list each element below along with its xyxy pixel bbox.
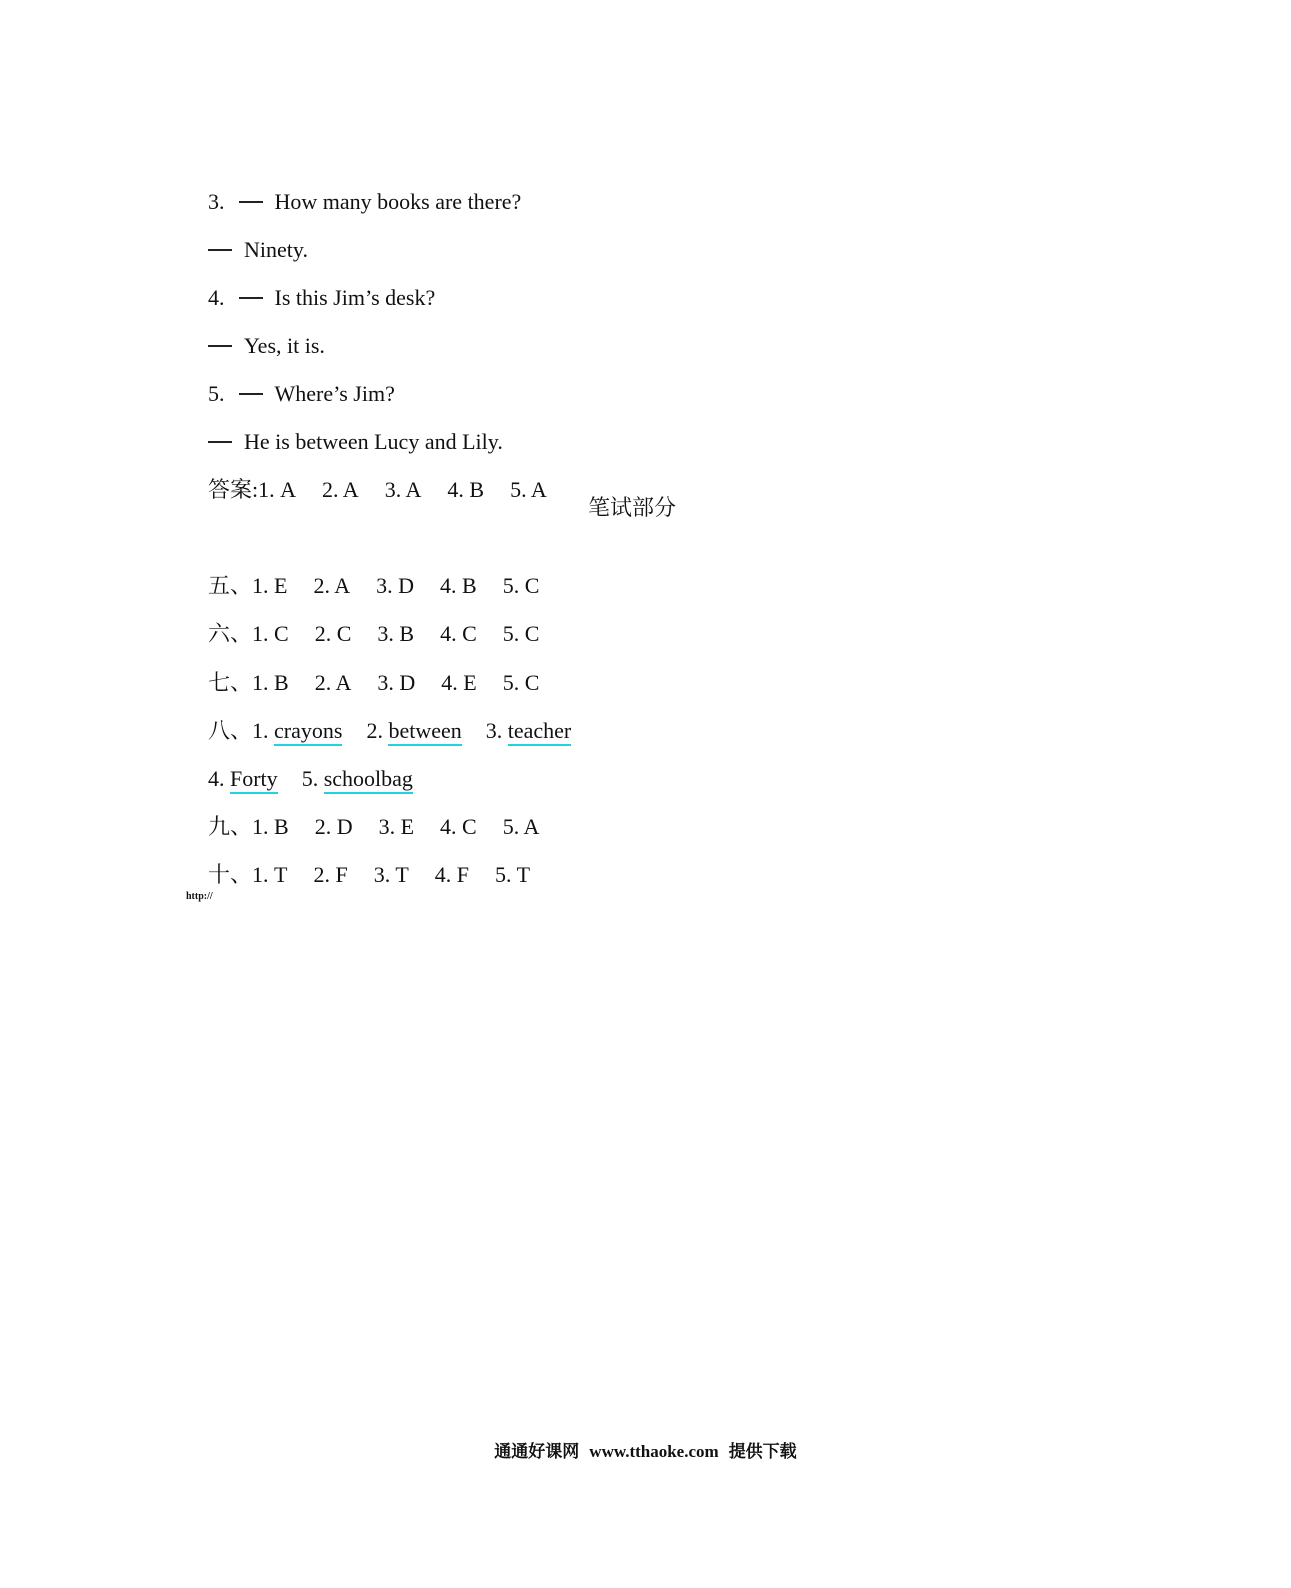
answer-item: 3. E (378, 814, 415, 839)
answer-item: 3. T (373, 862, 409, 887)
section-prefix: 十、 (208, 862, 253, 887)
answer-item: 4. F (434, 862, 470, 887)
answer-item: 2. F (313, 862, 348, 887)
answer-item: 4. E (441, 670, 477, 695)
dialogue-number: 3. (208, 189, 225, 214)
dash-icon (239, 393, 263, 395)
listening-answers (186, 448, 547, 532)
footer-suffix: 提供下载 (728, 1442, 797, 1461)
dash-icon (239, 297, 263, 299)
answer-item: 1. B (252, 670, 289, 695)
footer-url: www.tthaoke.com (589, 1442, 719, 1461)
section-prefix: 八、 (208, 718, 253, 743)
section-prefix: 七、 (208, 670, 253, 695)
small-url-text: http:// (186, 891, 213, 902)
answer-item: 5. A (502, 814, 540, 839)
answer-item: 3. B (377, 621, 415, 646)
dash-icon (208, 441, 232, 443)
answer-word: crayons (274, 718, 342, 746)
answer-item: 5. C (502, 621, 540, 646)
answer-item: 1. B (252, 814, 289, 839)
answer-item: 5. T (495, 862, 531, 887)
answer-item: 2. D (314, 814, 353, 839)
dialogue-question-text: Is this Jim’s desk? (274, 285, 436, 310)
answer-item: 2. A (314, 670, 352, 695)
answer-item: 4. B (440, 573, 477, 598)
answer-item: 2. A (313, 573, 351, 598)
answer-word: Forty (230, 766, 278, 794)
answer-item: 3. D (377, 670, 416, 695)
answer-word: teacher (508, 718, 572, 746)
answer-item: 2. A (322, 477, 359, 502)
dash-icon (208, 345, 232, 347)
dialogue-number: 5. (208, 381, 225, 406)
answer-item: 5. C (502, 573, 540, 598)
written-section-title: 笔试部分 (588, 495, 677, 520)
dialogue-question-text: Where’s Jim? (274, 381, 395, 406)
dash-icon (239, 201, 263, 203)
answer-word: between (388, 718, 461, 746)
footer-site-name: 通通好课网 (494, 1442, 580, 1461)
dialogue-answer-text: Yes, it is. (244, 333, 325, 358)
dialogue-answer-text: He is between Lucy and Lily. (244, 429, 503, 454)
item-number: 3. (485, 718, 503, 743)
item-number: 2. (366, 718, 383, 743)
dash-icon (208, 249, 232, 251)
answer-item: 1. E (252, 573, 288, 598)
dialogue-number: 4. (208, 285, 225, 310)
answer-item: 4. C (440, 621, 477, 646)
answer-item: 4. B (447, 477, 485, 502)
section-prefix: 六、 (208, 621, 253, 646)
answer-item: 1. T (252, 862, 288, 887)
answers-prefix: 答案: (208, 477, 259, 502)
item-number: 5. (301, 766, 319, 791)
dialogue-question-text: How many books are there? (274, 189, 522, 214)
answer-item: 1. C (252, 621, 289, 646)
answer-item: 5. A (510, 477, 547, 502)
answer-item: 4. C (440, 814, 477, 839)
section-prefix: 五、 (208, 573, 253, 598)
answers-ten (186, 833, 530, 917)
dialogue-answer-text: Ninety. (244, 237, 308, 262)
section-prefix: 九、 (208, 814, 253, 839)
item-number: 4. (208, 766, 225, 791)
answer-item: 1. A (258, 477, 297, 502)
answer-item: 3. D (376, 573, 415, 598)
answer-word: schoolbag (324, 766, 413, 794)
answer-item: 5. C (502, 670, 540, 695)
item-number: 1. (252, 718, 269, 743)
answer-item: 2. C (314, 621, 352, 646)
answer-item: 3. A (384, 477, 422, 502)
footer (0, 1440, 1291, 1464)
